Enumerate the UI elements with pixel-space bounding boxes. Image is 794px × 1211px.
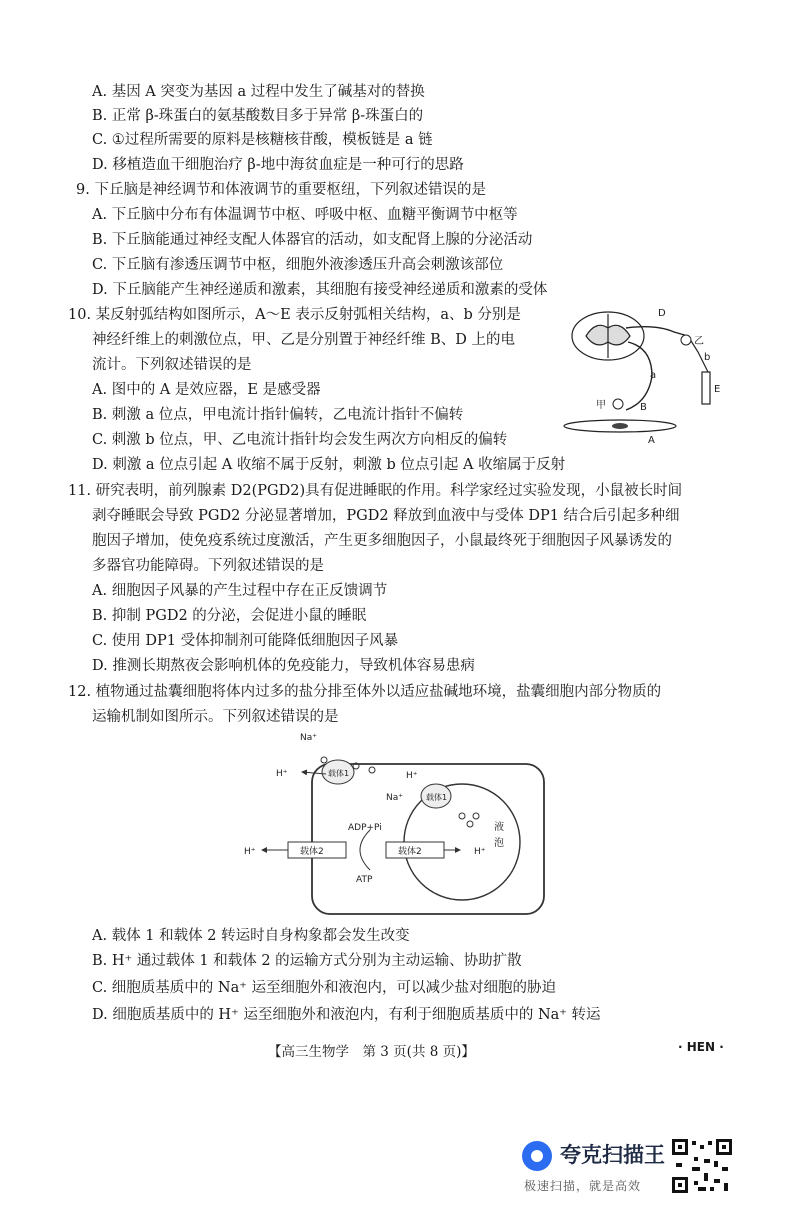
q8-option-d: D. 移植造血干细胞治疗 β-地中海贫血症是一种可行的思路 bbox=[92, 157, 464, 173]
label-carrier1-outer: 载体1 bbox=[328, 769, 350, 778]
label-vacuole-2: 泡 bbox=[494, 838, 504, 849]
brand-slogan: 极速扫描，就是高效 bbox=[524, 1179, 642, 1193]
salt-cell-transport-figure bbox=[240, 730, 560, 920]
label-carrier1-inner: 载体1 bbox=[426, 793, 448, 802]
q9-option-c: C. 下丘脑有渗透压调节中枢，细胞外液渗透压升高会刺激该部位 bbox=[92, 257, 504, 273]
brand-name: 夸克扫描王 bbox=[560, 1143, 665, 1167]
q10-option-c: C. 刺激 b 位点，甲、乙电流计指针均会发生两次方向相反的偏转 bbox=[92, 432, 508, 448]
reflex-arc-figure bbox=[556, 306, 736, 448]
galvanometer-yi bbox=[681, 335, 691, 345]
q11-option-d: D. 推测长期熬夜会影响机体的免疫能力，导致机体容易患病 bbox=[92, 658, 475, 674]
q10-stem-1: 10. 某反射弧结构如图所示，A～E 表示反射弧相关结构，a、b 分别是 bbox=[68, 307, 521, 323]
q8-option-a: A. 基因 A 突变为基因 a 过程中发生了碱基对的替换 bbox=[92, 84, 425, 100]
label-na-top: Na⁺ bbox=[300, 733, 317, 743]
q8-option-c: C. ①过程所需要的原料是核糖核苷酸，模板链是 a 链 bbox=[92, 132, 433, 148]
q9-option-b: B. 下丘脑能通过神经支配人体器官的活动，如支配肾上腺的分泌活动 bbox=[92, 232, 533, 248]
quark-logo-icon bbox=[522, 1141, 552, 1171]
label-jia: 甲 bbox=[596, 400, 606, 411]
q9-option-a: A. 下丘脑中分布有体温调节中枢、呼吸中枢、血糖平衡调节中枢等 bbox=[92, 207, 518, 223]
exam-tag: · HEN · bbox=[678, 1040, 724, 1054]
q11-option-b: B. 抑制 PGD2 的分泌，会促进小鼠的睡眠 bbox=[92, 608, 367, 624]
label-carrier2-right: 载体2 bbox=[398, 847, 422, 857]
galvanometer-jia bbox=[613, 399, 623, 409]
label-h-left: H⁺ bbox=[244, 847, 256, 857]
label-atp: ATP bbox=[356, 875, 373, 885]
label-na-inner: Na⁺ bbox=[386, 793, 403, 803]
label-d: D bbox=[658, 308, 666, 319]
label-b: b bbox=[704, 352, 711, 363]
label-h-right: H⁺ bbox=[474, 847, 486, 857]
label-a-point: a bbox=[650, 370, 657, 381]
q12-option-c: C. 细胞质基质中的 Na⁺ 运至细胞外和液泡内，可以减少盐对细胞的胁迫 bbox=[92, 980, 556, 996]
q11-stem-1: 11. 研究表明，前列腺素 D2(PGD2)具有促进睡眠的作用。科学家经过实验发现，小鼠被长时间 bbox=[68, 483, 683, 499]
qr-code-icon bbox=[670, 1137, 734, 1195]
q11-stem-4: 多器官功能障碍。下列叙述错误的是 bbox=[92, 558, 324, 574]
q8-option-b: B. 正常 β-珠蛋白的氨基酸数目多于异常 β-珠蛋白的 bbox=[92, 108, 424, 124]
label-yi: 乙 bbox=[694, 336, 704, 347]
afferent-fiber-b bbox=[626, 342, 652, 410]
q9-option-d: D. 下丘脑能产生神经递质和激素，其细胞有接受神经递质和激素的受体 bbox=[92, 282, 548, 298]
q10-stem-2: 神经纤维上的刺激位点，甲、乙是分别置于神经纤维 B、D 上的电 bbox=[92, 332, 515, 348]
q10-option-d: D. 刺激 a 位点引起 A 收缩不属于反射，刺激 b 位点引起 A 收缩属于反射 bbox=[92, 457, 566, 473]
label-vacuole-1: 液 bbox=[494, 822, 504, 833]
q10-option-a: A. 图中的 A 是效应器，E 是感受器 bbox=[92, 382, 321, 398]
page-number: 【高三生物学 第 3 页(共 8 页)】 bbox=[268, 1044, 475, 1060]
q11-stem-2: 剥夺睡眠会导致 PGD2 分泌显著增加，PGD2 释放到血液中与受体 DP1 结合后引起多种细 bbox=[92, 508, 680, 524]
label-e: E bbox=[714, 384, 721, 395]
label-h-left-top: H⁺ bbox=[276, 769, 288, 779]
structure-e bbox=[702, 372, 710, 404]
label-carrier2-left: 载体2 bbox=[300, 847, 324, 857]
label-h-inner: H⁺ bbox=[406, 771, 418, 781]
label-a-muscle: A bbox=[648, 435, 655, 446]
q12-option-d: D. 细胞质基质中的 H⁺ 运至细胞外和液泡内，有利于细胞质基质中的 Na⁺ 转运 bbox=[92, 1007, 601, 1023]
q12-stem-2: 运输机制如图所示。下列叙述错误的是 bbox=[92, 709, 339, 725]
label-b-fiber: B bbox=[640, 402, 647, 413]
spinal-cord-section bbox=[572, 312, 644, 360]
q9-stem: 9. 下丘脑是神经调节和体液调节的重要枢纽，下列叙述错误的是 bbox=[76, 182, 486, 198]
q10-stem-3: 流计。下列叙述错误的是 bbox=[92, 357, 252, 373]
label-adp: ADP+Pi bbox=[348, 823, 382, 833]
q12-option-b: B. H⁺ 通过载体 1 和载体 2 的运输方式分别为主动运输、协助扩散 bbox=[92, 953, 522, 969]
q10-option-b: B. 刺激 a 位点，甲电流计指针偏转，乙电流计指针不偏转 bbox=[92, 407, 464, 423]
q11-stem-3: 胞因子增加，使免疫系统过度激活，产生更多细胞因子，小鼠最终死于细胞因子风暴诱发的 bbox=[92, 533, 672, 549]
q11-option-a: A. 细胞因子风暴的产生过程中存在正反馈调节 bbox=[92, 583, 388, 599]
q12-stem-1: 12. 植物通过盐囊细胞将体内过多的盐分排至体外以适应盐碱地环境，盐囊细胞内部分物质的 bbox=[68, 684, 662, 700]
q12-option-a: A. 载体 1 和载体 2 转运时自身构象都会发生改变 bbox=[92, 928, 410, 944]
scanner-watermark bbox=[522, 1137, 792, 1197]
q11-option-c: C. 使用 DP1 受体抑制剂可能降低细胞因子风暴 bbox=[92, 633, 399, 649]
efferent-fiber-d bbox=[626, 327, 688, 336]
